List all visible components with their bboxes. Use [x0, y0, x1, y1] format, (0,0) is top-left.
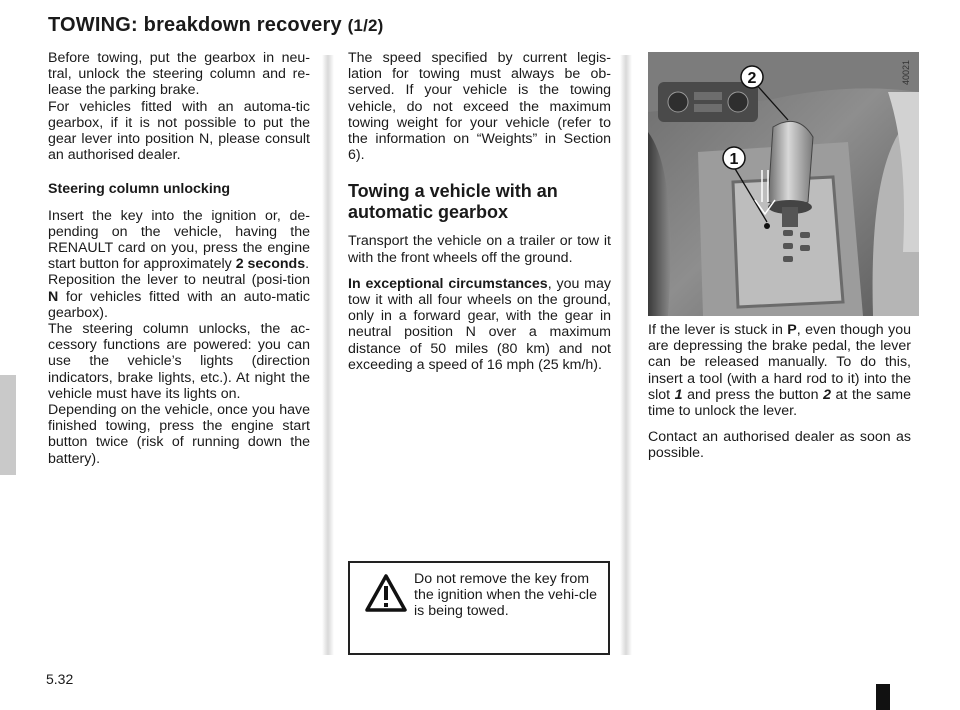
warning-box [348, 561, 610, 655]
page-title-main: TOWING: breakdown recovery [48, 14, 342, 36]
column-divider-2 [620, 55, 632, 655]
subheading-steering-column: Steering column unlocking [48, 181, 231, 198]
paragraph: The steering column unlocks, the ac-cessory functions are powered: you can use the vehicle’s lights (direction indicators, brake lights, etc.). At night the vehicle must have its lights on. [48, 321, 310, 402]
paragraph: Insert the key into the ignition or, de-pending on the vehicle, having the RENAULT card on you, press the engine start button for approximately 2 seconds. [48, 207, 310, 273]
paragraph: The speed specified by current legis-lation for towing must always be ob-served. If your vehicle is the towing vehicle, do not exceed the maximum towing weight for your vehicle (refer to the information on “Weights” in Section 6). [348, 50, 611, 164]
paragraph: In exceptional circumstances, you may tow it with all four wheels on the ground, only in a forward gear, with the gear in neutral position N over a maximum distance of 50 miles (80 km) and not exceeding a speed of 16 mph (25 km/h). [348, 275, 611, 373]
page-corner-mark [876, 684, 890, 710]
section-heading-automatic-gearbox: Towing a vehicle with an automatic gearbox [348, 181, 558, 223]
column-2 [348, 50, 611, 383]
page-number: 5.32 [46, 671, 74, 687]
section-tab [0, 375, 16, 475]
column-divider-1 [322, 55, 334, 655]
warning-triangle-icon [364, 573, 408, 613]
column-3 [648, 322, 911, 472]
paragraph: Before towing, put the gearbox in neu-tral, unlock the steering column and re-lease the parking brake. [48, 50, 310, 99]
callout-1-label: 1 [729, 151, 739, 168]
paragraph: Transport the vehicle on a trailer or tow it with the front wheels off the ground. [348, 233, 611, 266]
page-title-suffix: (1/2) [347, 16, 384, 35]
column-1 [48, 50, 310, 477]
warning-text: Do not remove the key from the ignition when the vehi-cle is being towed. [414, 571, 597, 620]
callout-2-label: 2 [747, 70, 757, 87]
gear-lever-photo [648, 52, 919, 316]
paragraph: Contact an authorised dealer as soon as possible. [648, 429, 911, 462]
photo-reference-number: 40021 [901, 60, 911, 86]
page-title [48, 14, 384, 37]
paragraph: For vehicles fitted with an automa-tic gearbox, if it is not possible to put the gear lever into position N, please consult an authorised dealer. [48, 98, 310, 164]
paragraph: Depending on the vehicle, once you have finished towing, press the engine start button twice (risk of running down the battery). [48, 402, 310, 467]
paragraph: Reposition the lever to neutral (posi-tion N for vehicles fitted with an auto-matic gearbox). [48, 272, 310, 321]
paragraph: If the lever is stuck in P, even though you are depressing the brake pedal, the lever can be released manually. To do this, insert a tool (with a hard rod to it) into the slot 1 and press the button 2 at the same time to unlock the lever. [648, 322, 911, 420]
